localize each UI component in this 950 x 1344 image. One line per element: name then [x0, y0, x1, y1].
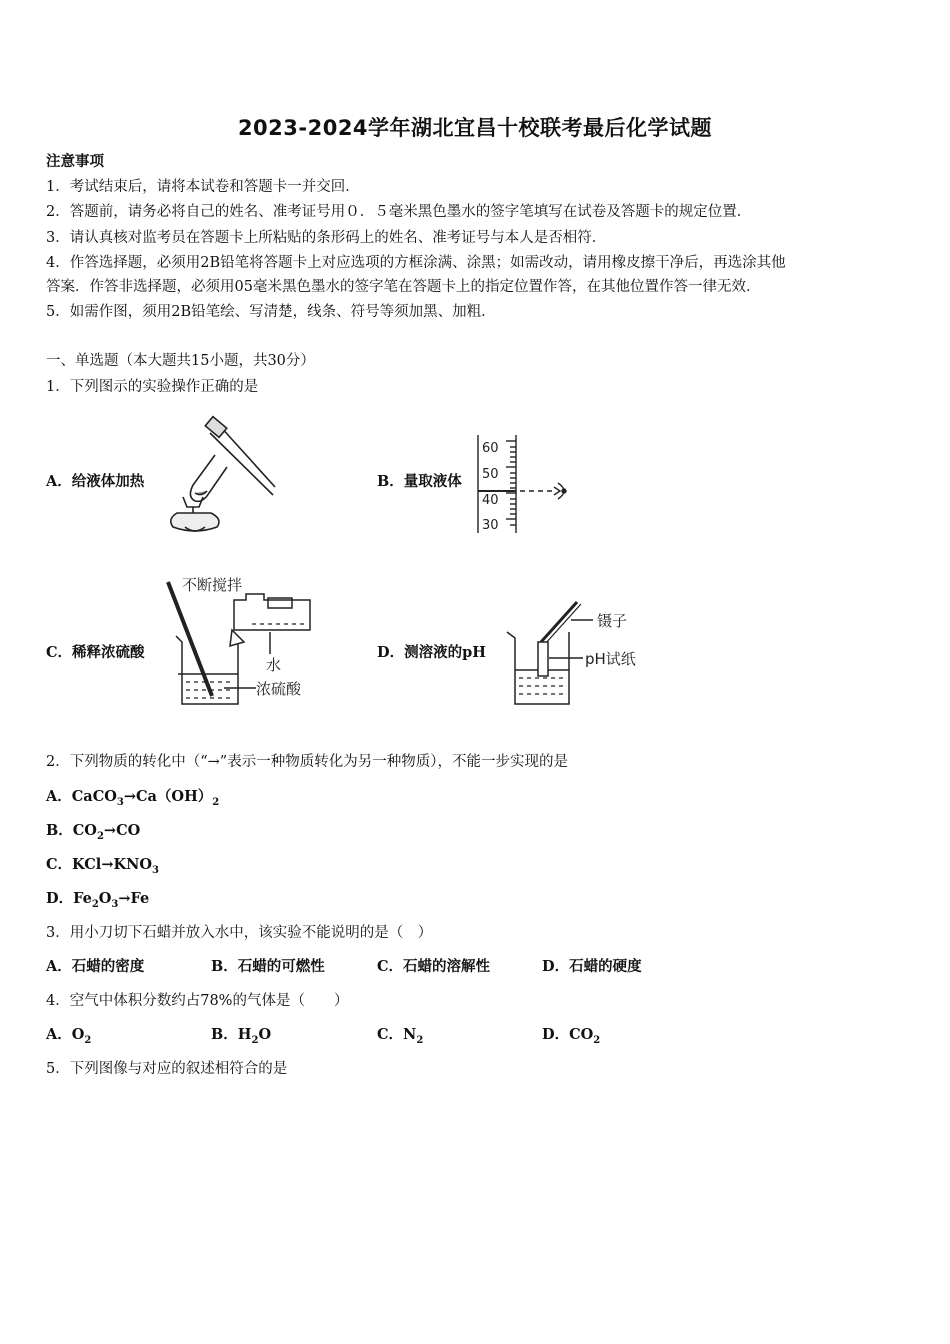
q4-stem: 4．空气中体积分数约占78%的气体是（ ）: [46, 993, 349, 1009]
tick-label: 30: [482, 518, 499, 533]
q3-stem: 3．用小刀切下石蜡并放入水中，该实验不能说明的是（ ）: [46, 925, 433, 941]
q2-option-a: A．$CaCO_3\to Ca(OH)_2$: [46, 788, 220, 808]
notice-item: 2．答题前，请务必将自己的姓名、准考证号用０．５毫米黑色墨水的签字笔填写在试卷及答题卡的规定位置．: [46, 204, 752, 220]
q3-option-d: D．石蜡的硬度: [542, 958, 642, 975]
q1-option-b: B．量取液体: [377, 473, 462, 490]
q4-option-b: B．$H_2O$: [211, 1026, 272, 1046]
q2-option-c: C．$KCl\to KNO_3$: [46, 856, 159, 876]
tick-label: 50: [482, 467, 499, 482]
label-ph-paper: pH试纸: [585, 650, 636, 668]
notice-item: 答案．作答非选择题，必须用05毫米黑色墨水的签字笔在答题卡上的指定位置作答，在其他位置作答一律无效．: [46, 279, 761, 295]
q5-stem: 5．下列图像与对应的叙述相符合的是: [46, 1061, 288, 1077]
q2-stem: 2．下列物质的转化中（“→”表示一种物质转化为另一种物质），不能一步实现的是: [46, 754, 568, 770]
q3-option-b: B．石蜡的可燃性: [211, 958, 325, 975]
notice-item: 3．请认真核对监考员在答题卡上所粘贴的条形码上的姓名、准考证号与本人是否相符．: [46, 230, 607, 246]
label-tweezers: 镊子: [597, 612, 628, 630]
q1-option-a: A．给液体加热: [46, 473, 145, 490]
figure-measuring-cylinder: [470, 433, 585, 535]
section-heading: 一、单选题（本大题共15小题，共30分）: [46, 353, 315, 369]
tick-label: 60: [482, 441, 499, 456]
tick-label: 40: [482, 493, 499, 508]
label-concentrated-acid: 浓硫酸: [256, 680, 302, 698]
notice-item: 4．作答选择题，必须用2B铅笔将答题卡上对应选项的方框涂满、涂黑；如需改动，请用橡皮擦干净后，再选涂其他: [46, 255, 786, 271]
q4-option-d: D．$CO_2$: [542, 1026, 601, 1046]
label-stir: 不断搅拌: [182, 576, 243, 594]
q1-option-c: C．稀释浓硫酸: [46, 644, 145, 661]
q2-option-d: D．$Fe_2O_3\to Fe$: [46, 890, 150, 910]
figure-diluting-acid: [160, 576, 330, 711]
figure-heating-liquid: [155, 415, 280, 540]
figure-testing-ph: [505, 598, 655, 708]
q3-option-c: C．石蜡的溶解性: [377, 958, 491, 975]
notice-item: 5．如需作图，须用2B铅笔绘、写清楚，线条、符号等须加黑、加粗．: [46, 304, 496, 320]
notice-heading: 注意事项: [46, 153, 104, 170]
q2-option-b: B．$CO_2\to CO$: [46, 822, 141, 842]
q1-option-d: D．测溶液的pH: [377, 644, 486, 661]
q4-option-c: C．$N_2$: [377, 1026, 424, 1046]
q1-stem: 1．下列图示的实验操作正确的是: [46, 379, 259, 395]
notice-item: 1．考试结束后，请将本试卷和答题卡一并交回．: [46, 179, 360, 195]
page-title: 2023-2024学年湖北宜昌十校联考最后化学试题: [237, 116, 713, 140]
q4-option-a: A．$O_2$: [46, 1026, 92, 1046]
q3-option-a: A．石蜡的密度: [46, 958, 145, 975]
label-water: 水: [266, 656, 282, 674]
